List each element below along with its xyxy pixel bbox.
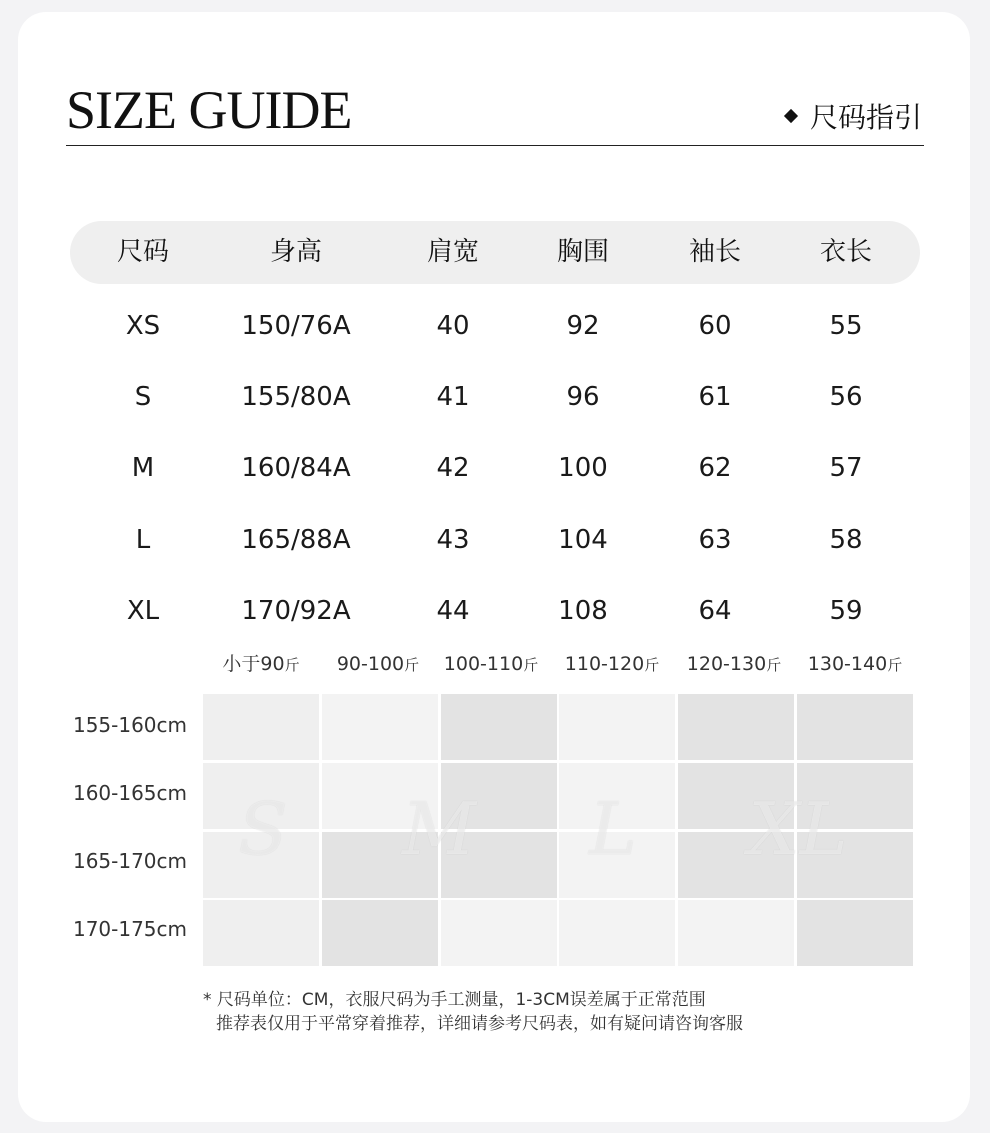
table-cell: L	[135, 525, 151, 555]
recommendation-cell	[441, 900, 557, 966]
weight-unit: 斤	[644, 656, 660, 674]
table-header-cell: 尺码	[116, 237, 170, 267]
table-cell: M	[131, 453, 155, 483]
weight-range: 110-120	[564, 653, 645, 675]
table-cell: 170/92A	[241, 596, 351, 626]
table-cell: 150/76A	[241, 311, 351, 341]
weight-column-header	[444, 648, 538, 680]
note-line-1: * 尺码单位：CM，衣服尺码为手工测量，1-3CM误差属于正常范围	[203, 990, 706, 1010]
table-cell: 64	[698, 596, 732, 626]
recommendation-cell	[797, 900, 913, 966]
table-cell: 165/88A	[241, 525, 351, 555]
height-row-label: 160-165cm	[72, 781, 188, 805]
table-cell: 96	[566, 382, 600, 412]
recommendation-cell	[559, 694, 675, 760]
table-cell: 55	[829, 311, 863, 341]
weight-range: 120-130	[686, 653, 767, 675]
weight-column-header	[222, 648, 299, 680]
table-cell: 42	[436, 453, 470, 483]
weight-unit: 斤	[523, 656, 539, 674]
recommendation-cell	[322, 694, 438, 760]
title-divider	[66, 145, 924, 146]
weight-unit: 斤	[887, 656, 903, 674]
table-cell: 100	[558, 453, 608, 483]
weight-unit: 斤	[404, 656, 420, 674]
table-header-cell: 胸围	[556, 237, 610, 267]
weight-range: 90-100	[336, 653, 405, 675]
table-cell: 60	[698, 311, 732, 341]
recommendation-cell	[322, 900, 438, 966]
table-cell: 63	[698, 525, 732, 555]
weight-unit: 斤	[766, 656, 782, 674]
height-row-label: 170-175cm	[72, 917, 188, 941]
height-row-label: 165-170cm	[72, 849, 188, 873]
recommendation-grid	[203, 694, 913, 966]
table-cell: 57	[829, 453, 863, 483]
table-cell: 40	[436, 311, 470, 341]
table-header-cell: 身高	[269, 237, 323, 267]
height-row-label: 155-160cm	[72, 713, 188, 737]
weight-range: 小于90	[222, 653, 285, 675]
weight-column-header	[337, 648, 419, 680]
weight-column-header	[565, 648, 659, 680]
recommendation-cell	[678, 694, 794, 760]
table-cell: 59	[829, 596, 863, 626]
table-cell: XS	[125, 311, 161, 341]
table-header-cell: 袖长	[688, 237, 742, 267]
table-cell: S	[134, 382, 152, 412]
table-header-cell: 肩宽	[426, 237, 480, 267]
table-cell: 62	[698, 453, 732, 483]
note-line-2: 推荐表仅用于平常穿着推荐，详细请参考尺码表，如有疑问请咨询客服	[216, 1014, 743, 1034]
size-zone-label: M	[402, 787, 476, 871]
size-zone-label: XL	[748, 787, 848, 871]
diamond-icon	[784, 109, 798, 123]
table-cell: 41	[436, 382, 470, 412]
page-title: SIZE GUIDE	[66, 80, 352, 140]
table-cell: 44	[436, 596, 470, 626]
recommendation-cell	[678, 900, 794, 966]
table-cell: 104	[558, 525, 608, 555]
table-cell: 43	[436, 525, 470, 555]
recommendation-cell	[441, 694, 557, 760]
size-zone-label: S	[238, 787, 288, 871]
weight-unit: 斤	[284, 656, 300, 674]
table-cell: 56	[829, 382, 863, 412]
recommendation-cell	[203, 900, 319, 966]
table-cell: 108	[558, 596, 608, 626]
weight-range: 100-110	[443, 653, 524, 675]
size-table-header	[70, 221, 920, 284]
weight-column-header	[687, 648, 781, 680]
table-cell: 61	[698, 382, 732, 412]
subtitle-text: 尺码指引	[809, 101, 922, 134]
size-note	[203, 988, 903, 1036]
weight-range: 130-140	[807, 653, 888, 675]
page-subtitle	[786, 96, 922, 136]
recommendation-cell	[797, 694, 913, 760]
table-header-cell: 衣长	[819, 237, 873, 267]
table-cell: 160/84A	[241, 453, 351, 483]
size-zone-label: L	[589, 787, 637, 871]
table-cell: XL	[126, 596, 160, 626]
weight-column-header	[808, 648, 902, 680]
table-cell: 58	[829, 525, 863, 555]
table-cell: 92	[566, 311, 600, 341]
table-cell: 155/80A	[241, 382, 351, 412]
recommendation-cell	[559, 900, 675, 966]
recommendation-cell	[203, 694, 319, 760]
